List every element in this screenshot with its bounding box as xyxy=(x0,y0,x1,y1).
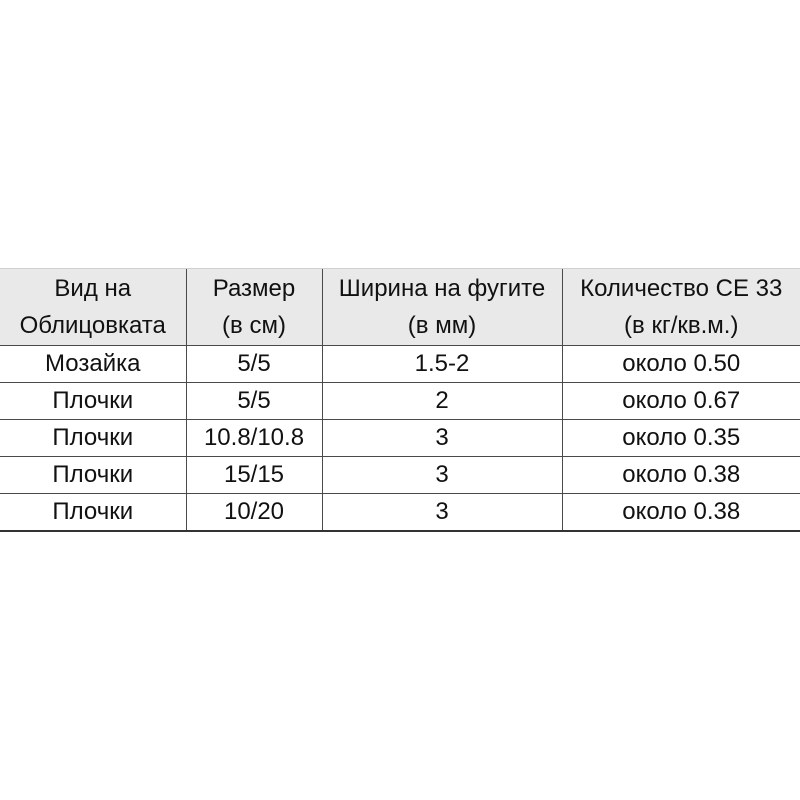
header-quantity-line1: Количество CE 33 xyxy=(580,275,783,302)
cell-joint-width: 3 xyxy=(322,420,562,457)
cell-quantity: около 0.35 xyxy=(562,420,800,457)
cell-cladding-type: Плочки xyxy=(0,494,186,532)
table-row xyxy=(0,346,800,383)
cell-joint-width: 1.5-2 xyxy=(322,346,562,383)
header-quantity-line2: (в кг/кв.м.) xyxy=(624,312,739,339)
cell-cladding-type: Мозайка xyxy=(0,346,186,383)
header-joint-width-line1: Ширина на фугите xyxy=(338,275,546,302)
cell-quantity: около 0.67 xyxy=(562,383,800,420)
header-joint-width-line2: (в мм) xyxy=(407,312,477,339)
cell-cladding-type: Плочки xyxy=(0,457,186,494)
header-quantity xyxy=(562,269,800,346)
cell-size: 5/5 xyxy=(186,346,322,383)
cell-size: 5/5 xyxy=(186,383,322,420)
header-size-line2: (в см) xyxy=(222,312,286,339)
table-row xyxy=(0,457,800,494)
header-size-line1: Размер xyxy=(212,275,296,302)
grout-consumption-table xyxy=(0,268,800,532)
table-row xyxy=(0,420,800,457)
table-row xyxy=(0,383,800,420)
cell-joint-width: 3 xyxy=(322,494,562,532)
header-cladding-type-line1: Вид на xyxy=(54,275,132,302)
cell-quantity: около 0.50 xyxy=(562,346,800,383)
cell-cladding-type: Плочки xyxy=(0,420,186,457)
cell-joint-width: 3 xyxy=(322,457,562,494)
header-cladding-type-line2: Облицовката xyxy=(19,312,166,339)
cell-cladding-type: Плочки xyxy=(0,383,186,420)
cell-size: 15/15 xyxy=(186,457,322,494)
header-cladding-type xyxy=(0,269,186,346)
cell-quantity: около 0.38 xyxy=(562,457,800,494)
cell-quantity: около 0.38 xyxy=(562,494,800,532)
header-joint-width xyxy=(322,269,562,346)
cell-joint-width: 2 xyxy=(322,383,562,420)
table-header-row xyxy=(0,269,800,346)
header-size xyxy=(186,269,322,346)
cell-size: 10/20 xyxy=(186,494,322,532)
cell-size: 10.8/10.8 xyxy=(186,420,322,457)
table-row xyxy=(0,494,800,532)
